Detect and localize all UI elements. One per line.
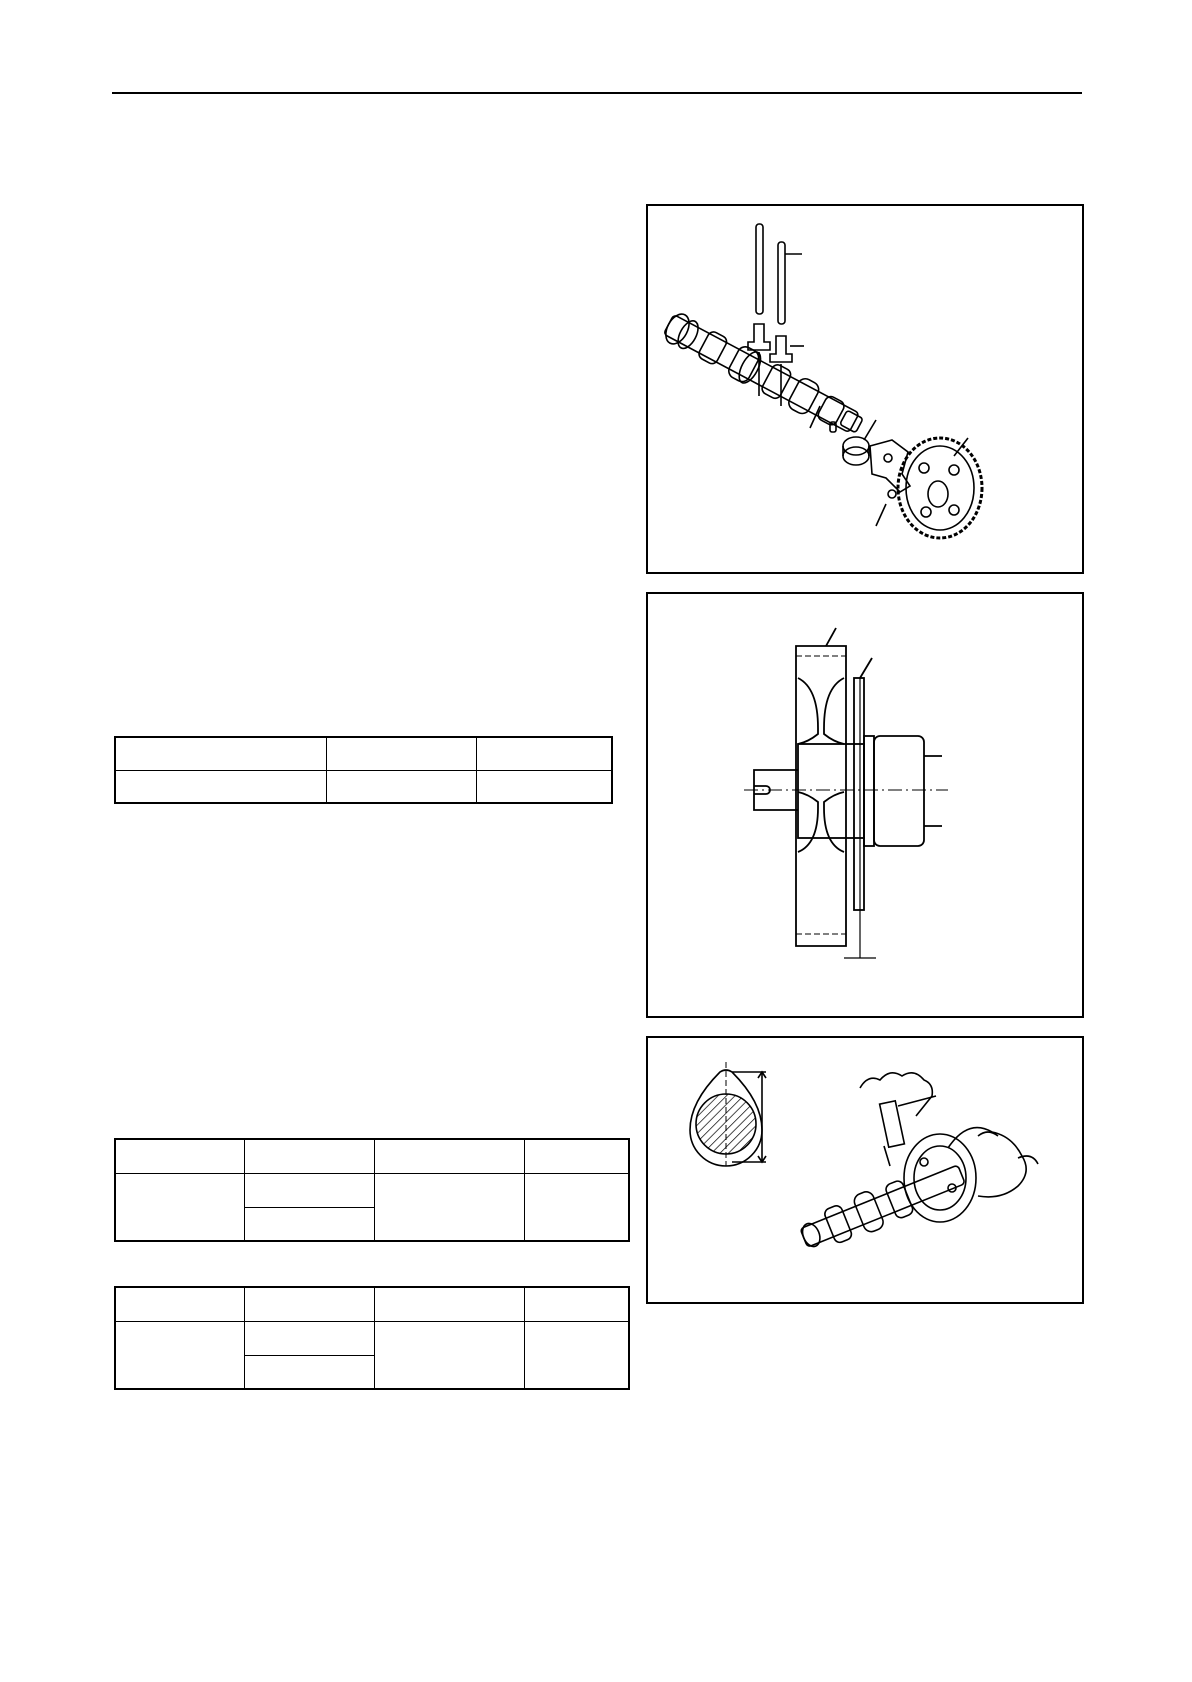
table-cell — [115, 737, 327, 770]
table-cell — [245, 1173, 375, 1207]
table-cell — [115, 770, 327, 803]
table-cell — [375, 1173, 525, 1241]
table-cell — [477, 737, 613, 770]
table-cell — [375, 1139, 525, 1173]
table-cell — [245, 1321, 375, 1355]
spec-table-1 — [114, 736, 613, 804]
table-cell — [525, 1139, 630, 1173]
table-row — [115, 1139, 629, 1173]
header-rule — [112, 92, 1082, 94]
table-cell — [525, 1321, 630, 1389]
table-cell — [525, 1287, 630, 1321]
table-cell — [327, 770, 477, 803]
table-cell — [525, 1173, 630, 1241]
table-cell — [477, 770, 613, 803]
table-row — [115, 1287, 629, 1321]
table-row — [115, 770, 612, 803]
table-row — [115, 1173, 629, 1207]
camshaft-gear-section-drawing — [648, 594, 1082, 1016]
camshaft-gear-cross-section-figure — [646, 592, 1084, 1018]
spec-table-2 — [114, 1138, 630, 1242]
table-cell — [245, 1139, 375, 1173]
camshaft-exploded-view-figure — [646, 204, 1084, 574]
table-cell — [375, 1287, 525, 1321]
table-cell — [245, 1355, 375, 1389]
table-cell — [115, 1173, 245, 1241]
table-cell — [327, 737, 477, 770]
table-cell — [245, 1287, 375, 1321]
table-cell — [115, 1321, 245, 1389]
table-row — [115, 737, 612, 770]
table-cell — [115, 1139, 245, 1173]
camshaft-exploded-drawing — [648, 206, 1082, 572]
table-row — [115, 1321, 629, 1355]
table-cell — [115, 1287, 245, 1321]
spec-table-3 — [114, 1286, 630, 1390]
table-cell — [245, 1207, 375, 1241]
cam-lobe-measurement-figure — [646, 1036, 1084, 1304]
table-cell — [375, 1321, 525, 1389]
cam-lobe-measurement-drawing — [648, 1038, 1082, 1302]
